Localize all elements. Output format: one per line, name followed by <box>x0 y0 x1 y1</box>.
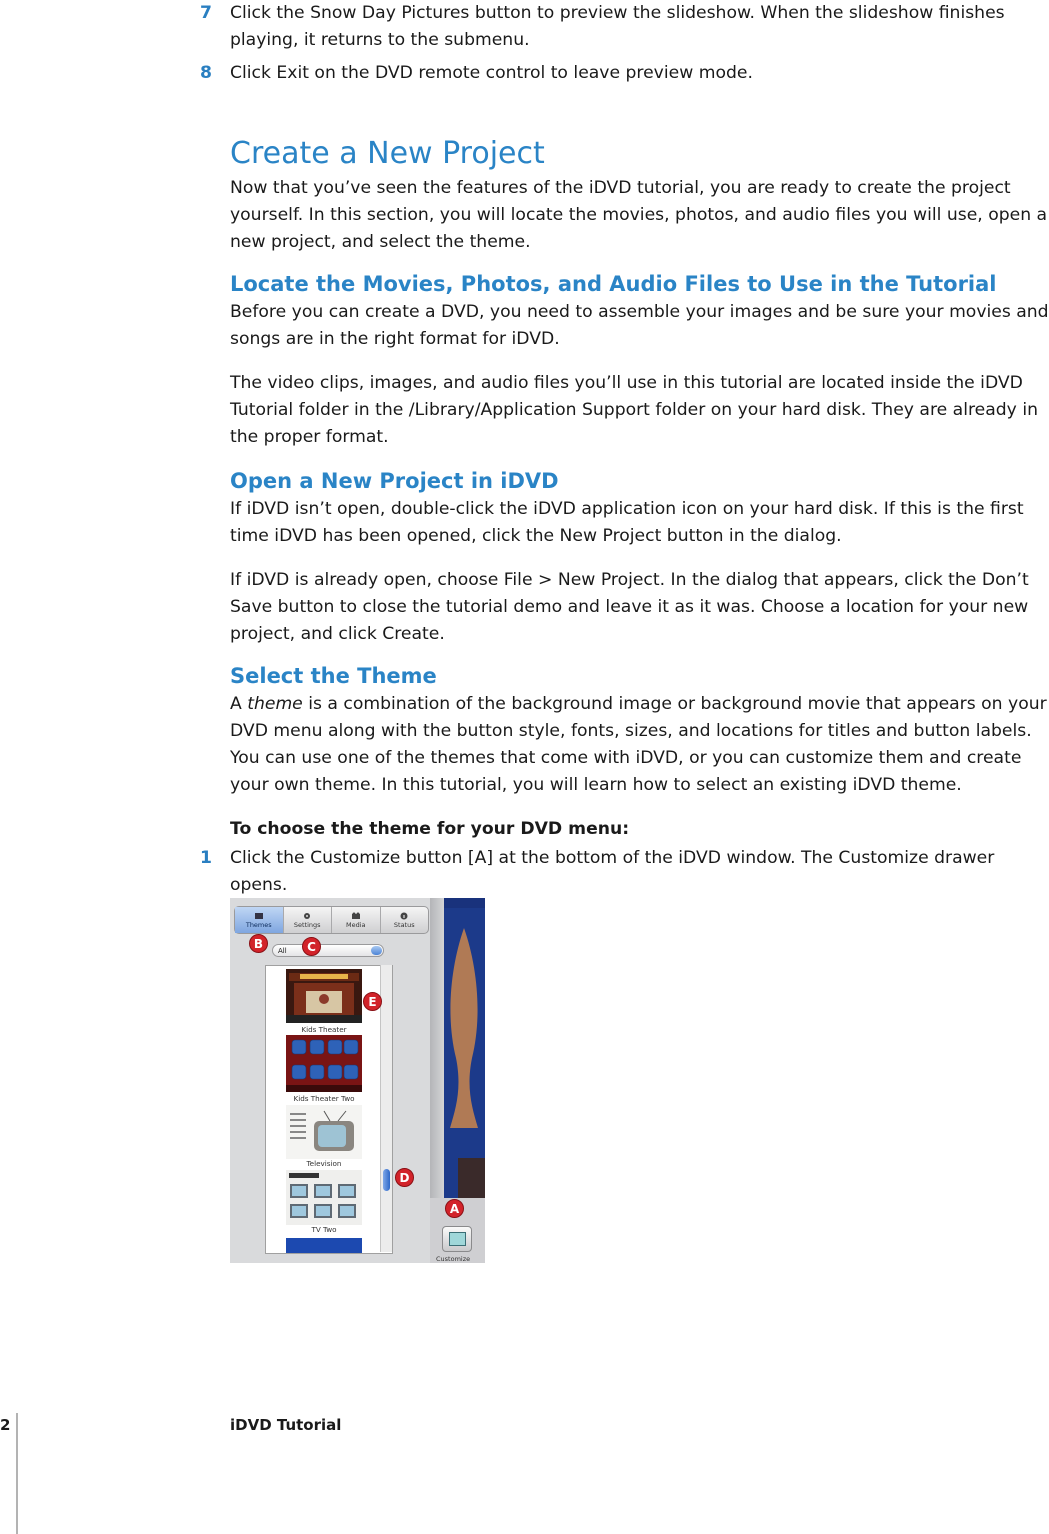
footer-title: iDVD Tutorial <box>230 1416 342 1434</box>
tab-label: Status <box>393 920 415 929</box>
callout-a: A <box>445 1199 464 1218</box>
step-text: Click the Customize button [A] at the bottom of the iDVD window. The Customize drawer opens. <box>230 848 995 895</box>
footer-rule <box>16 1413 18 1534</box>
section-intro: Now that you’ve seen the features of the iDVD tutorial, you are ready to create the project yourself. In this section, you will locate the movies, photos, and audio files you will use, open a new project, and select the theme. <box>230 178 1048 252</box>
theme-prefix: A <box>230 694 248 714</box>
tv-two-thumbnail[interactable] <box>286 1170 362 1225</box>
step-number: 8 <box>200 63 212 83</box>
section-title: Create a New Project <box>230 136 545 171</box>
settings-gear-icon <box>302 912 312 920</box>
open-paragraph-2: If iDVD is already open, choose File > New Project. In the dialog that appears, click the Don’t Save button to close the tutorial demo and leave it as it was. Choose a location for your new project, and click Create. <box>230 570 1029 644</box>
theme-name: Kids Theater Two <box>293 1094 355 1103</box>
theme-rest: is a combination of the background image or background movie that appears on your DVD menu along with the button style, fonts, sizes, and locations for titles and button labels. You can use one of the themes that come with iDVD, or you can customize them and create your own theme. In this tutorial, you will learn how to select an existing iDVD theme. <box>230 694 1047 795</box>
page-number: 2 <box>0 1416 11 1434</box>
next-theme-thumbnail <box>286 1238 362 1253</box>
media-icon <box>351 912 361 920</box>
tab-label: Media <box>345 920 366 929</box>
theme-term: theme <box>247 694 303 714</box>
scrollbar-knob[interactable] <box>383 1169 390 1191</box>
tab-label: Settings <box>293 920 321 929</box>
dropdown-arrows-icon <box>371 946 382 955</box>
customize-icon <box>449 1232 466 1246</box>
locate-heading: Locate the Movies, Photos, and Audio Files to Use in the Tutorial <box>230 272 997 296</box>
customize-drawer-screenshot <box>230 898 485 1263</box>
step-text: Click Exit on the DVD remote control to leave preview mode. <box>230 63 753 83</box>
tab-status[interactable] <box>381 907 429 933</box>
tab-label: Themes <box>245 920 272 929</box>
procedure-title: To choose the theme for your DVD menu: <box>230 819 630 839</box>
locate-paragraph-2: The video clips, images, and audio files you’ll use in this tutorial are located inside the iDVD Tutorial folder in the /Library/Application Support folder on your hard disk. They are already in the proper format. <box>230 373 1038 447</box>
curtain-ornament <box>444 908 485 1198</box>
tab-media[interactable] <box>332 907 381 933</box>
television-thumbnail[interactable] <box>286 1105 362 1159</box>
themes-icon <box>254 912 264 920</box>
theme-list-scrollbar[interactable] <box>380 965 392 1252</box>
theme-name: TV Two <box>311 1225 337 1234</box>
theme-category-dropdown[interactable] <box>272 944 384 957</box>
dropdown-value: All <box>278 947 287 955</box>
customize-label: Customize <box>436 1255 471 1263</box>
theme-paragraph <box>230 691 1049 799</box>
callout-c: C <box>302 937 321 956</box>
step-number: 1 <box>200 848 212 868</box>
locate-paragraph-1: Before you can create a DVD, you need to assemble your images and be sure your movies and songs are in the right format for iDVD. <box>230 302 1049 349</box>
open-paragraph-1: If iDVD isn’t open, double-click the iDVD application icon on your hard disk. If this is the first time iDVD has been opened, click the New Project button in the dialog. <box>230 499 1024 546</box>
kids-theater-two-thumbnail[interactable] <box>286 1035 362 1092</box>
kids-theater-thumbnail[interactable] <box>286 969 362 1023</box>
status-info-icon <box>399 912 409 920</box>
theme-name: Television <box>306 1159 342 1168</box>
open-heading: Open a New Project in iDVD <box>230 469 559 493</box>
callout-b: B <box>249 934 268 953</box>
tab-settings[interactable] <box>284 907 333 933</box>
customize-button[interactable] <box>442 1226 472 1252</box>
callout-e: E <box>363 992 382 1011</box>
theme-name: Kids Theater <box>301 1025 347 1034</box>
step-number: 7 <box>200 3 212 23</box>
theme-heading: Select the Theme <box>230 664 437 688</box>
drawer-tab-bar <box>234 906 429 934</box>
step-text: Click the Snow Day Pictures button to preview the slideshow. When the slideshow finishes playing, it returns to the submenu. <box>230 3 1005 50</box>
callout-d: D <box>395 1168 414 1187</box>
tab-themes[interactable] <box>235 907 284 933</box>
